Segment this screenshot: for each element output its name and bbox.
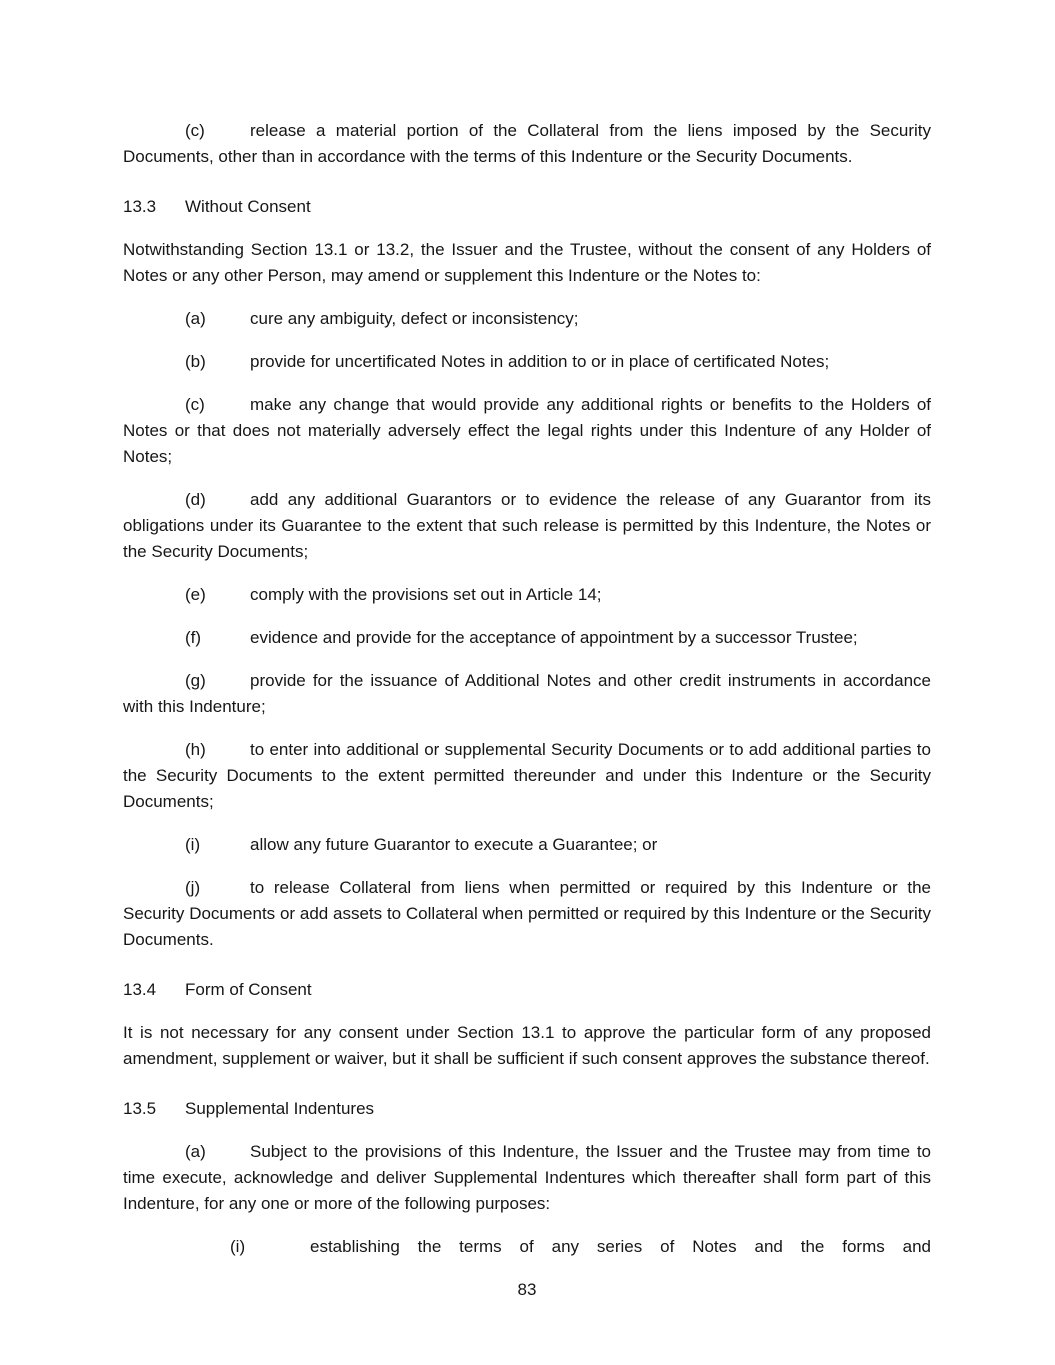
clause-13-3-h: [123, 737, 931, 815]
paragraph-form-of-consent: It is not necessary for any consent under Section 13.1 to approve the particular form of any proposed amendment, supplement or waiver, but it shall be sufficient if such consent approves the substance thereof.: [123, 1023, 931, 1068]
clause-label: (a): [185, 309, 206, 328]
clause-text: Subject to the provisions of this Indenture, the Issuer and the Trustee may from time to time execute, acknowledge and deliver Supplemental Indentures which thereafter shall form part of this Indenture, for any one or more of the following purposes:: [123, 1142, 931, 1213]
clause-label: (h): [185, 740, 206, 759]
clause-text: provide for uncertificated Notes in addition to or in place of certificated Notes;: [250, 352, 830, 371]
clause-label: (f): [185, 628, 202, 647]
clause-13-3-c: [123, 392, 931, 470]
clause-label: (j): [185, 878, 201, 897]
clause-text: allow any future Guarantor to execute a Guarantee; or: [250, 835, 658, 854]
section-title: Without Consent: [185, 197, 311, 216]
clause-label: (g): [185, 671, 206, 690]
document-content: [123, 118, 931, 1320]
section-title: Form of Consent: [185, 980, 312, 999]
clause-text: to enter into additional or supplemental Security Documents or to add additional parties to the Security Documents to the extent permitted thereunder and under this Indenture or the Security Documents;: [123, 740, 931, 811]
clause-label: (i): [185, 835, 201, 854]
section-number: 13.4: [123, 980, 157, 999]
section-heading-13-3: [123, 194, 931, 220]
clause-text: comply with the provisions set out in Article 14;: [250, 585, 602, 604]
clause-13-2-c: [123, 118, 931, 170]
section-heading-13-4: [123, 977, 931, 1003]
clause-label: (i): [230, 1237, 246, 1256]
clause-text: cure any ambiguity, defect or inconsistency;: [250, 309, 579, 328]
clause-13-3-e: [123, 582, 931, 608]
clause-13-5-a-i: [123, 1234, 931, 1260]
section-number: 13.3: [123, 197, 157, 216]
clause-label: (c): [185, 395, 205, 414]
clause-13-3-d: [123, 487, 931, 565]
clause-13-3-f: [123, 625, 931, 651]
clause-text: evidence and provide for the acceptance of appointment by a successor Trustee;: [250, 628, 858, 647]
clause-text: establishing the terms of any series of Notes and the forms and: [310, 1237, 931, 1256]
clause-label: (e): [185, 585, 206, 604]
clause-13-3-i: [123, 832, 931, 858]
clause-13-3-b: [123, 349, 931, 375]
clause-text: to release Collateral from liens when permitted or required by this Indenture or the Security Documents or add assets to Collateral when permitted or required by this Indenture or the Security Documents.: [123, 878, 931, 949]
paragraph-without-consent: Notwithstanding Section 13.1 or 13.2, the Issuer and the Trustee, without the consent of any Holders of Notes or any other Person, may amend or supplement this Indenture or the Notes to:: [123, 240, 931, 285]
clause-label: (a): [185, 1142, 206, 1161]
clause-13-3-j: [123, 875, 931, 953]
section-heading-13-5: [123, 1096, 931, 1122]
clause-label: (b): [185, 352, 206, 371]
clause-text: release a material portion of the Collateral from the liens imposed by the Security Documents, other than in accordance with the terms of this Indenture or the Security Documents.: [123, 121, 931, 166]
clause-text: add any additional Guarantors or to evidence the release of any Guarantor from its obligations under its Guarantee to the extent that such release is permitted by this Indenture, the Notes or the Security Documents;: [123, 490, 931, 561]
clause-13-3-a: [123, 306, 931, 332]
section-number: 13.5: [123, 1099, 157, 1118]
clause-13-3-g: [123, 668, 931, 720]
clause-13-5-a: [123, 1139, 931, 1217]
page-number: 83: [517, 1280, 537, 1299]
clause-text: make any change that would provide any additional rights or benefits to the Holders of Notes or that does not materially adversely effect the legal rights under this Indenture of any Holder of Notes;: [123, 395, 931, 466]
clause-label: (c): [185, 121, 205, 140]
clause-text: provide for the issuance of Additional Notes and other credit instruments in accordance with this Indenture;: [123, 671, 931, 716]
clause-label: (d): [185, 490, 206, 509]
section-title: Supplemental Indentures: [185, 1099, 375, 1118]
